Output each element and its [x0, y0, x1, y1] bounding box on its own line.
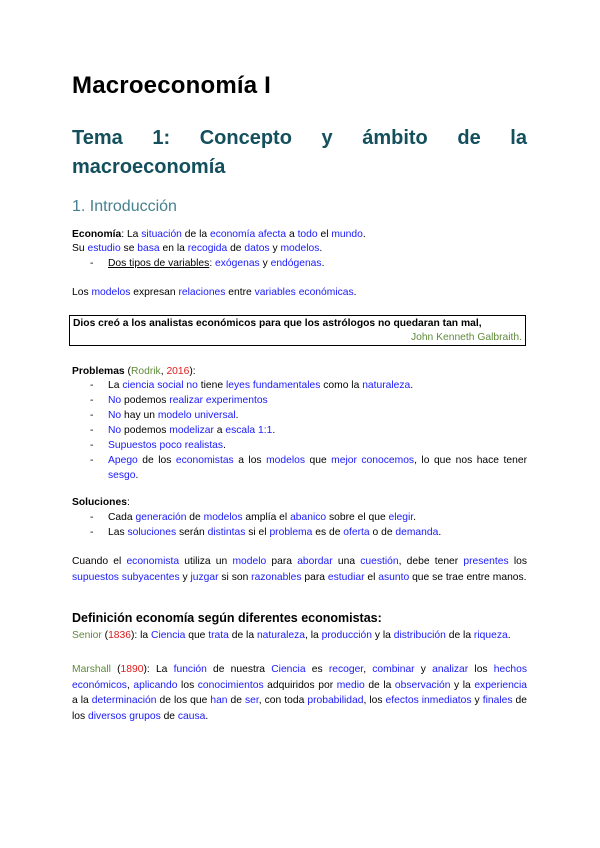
link-term[interactable]: trata [208, 630, 229, 641]
link-term[interactable]: basa [137, 243, 160, 254]
text: o de [369, 527, 396, 538]
quote-box [69, 315, 526, 346]
problemas-heading [72, 364, 196, 379]
link-term[interactable]: combinar [372, 664, 415, 675]
text: entre [225, 287, 255, 298]
tipos-list [72, 256, 324, 271]
link-term[interactable]: modelos [280, 243, 320, 254]
text: : La [121, 229, 142, 240]
link-term[interactable]: hechos económicos [72, 664, 527, 691]
text: ): [189, 366, 196, 377]
link-term[interactable]: han [210, 695, 228, 706]
link-term[interactable]: abordar [297, 556, 333, 567]
section-heading-introduccion: 1. Introducción [72, 198, 177, 215]
tema-word: Tema [72, 127, 123, 149]
link-term[interactable]: abanico [290, 512, 327, 523]
text: es de [312, 527, 344, 538]
text: de los [72, 695, 527, 722]
soluciones-heading [72, 495, 130, 510]
tema-word: la [510, 127, 527, 149]
link-term[interactable]: finales [482, 695, 513, 706]
text: ): La [143, 664, 174, 675]
citation-year: 2016 [166, 366, 190, 377]
tema-word: de [457, 127, 481, 149]
link-term[interactable]: analizar [432, 664, 469, 675]
text: de los [137, 455, 176, 466]
link-term[interactable]: economía afecta [209, 229, 287, 240]
link-term[interactable]: modelos [203, 512, 243, 523]
text: y [414, 664, 433, 675]
definicion-heading: Definición economía según diferentes economistas: [72, 611, 382, 625]
link-term[interactable]: mejor conocemos [331, 455, 415, 466]
link-term[interactable]: observación [394, 679, 451, 691]
modelos-line [72, 285, 357, 300]
text: . [507, 630, 511, 641]
text: los [177, 679, 198, 691]
economia-label: Economía [72, 229, 122, 240]
text: ): la [130, 630, 152, 641]
link-term[interactable]: relaciones [178, 287, 226, 298]
link-term[interactable]: realizar experimentos [169, 395, 268, 406]
text: y [269, 243, 281, 254]
text: . [272, 425, 276, 436]
link-term[interactable]: No [108, 395, 122, 406]
text: . [205, 710, 209, 722]
list-item [72, 378, 527, 393]
text: , con toda [258, 695, 308, 706]
link-term[interactable]: causa [177, 710, 206, 722]
link-term[interactable]: ser [245, 695, 259, 706]
text: y [179, 571, 191, 583]
link-term[interactable]: asunto [378, 571, 410, 583]
tipos-label: Dos tipos de variables [108, 258, 210, 269]
text: hay un [121, 410, 158, 421]
text: en la [159, 243, 188, 254]
link-term[interactable]: endógenas [270, 258, 322, 269]
text: , [160, 366, 167, 377]
link-term[interactable]: determinación [91, 695, 157, 706]
tema-word: ámbito [362, 127, 428, 149]
tema-word: 1: [152, 127, 171, 149]
text: : [209, 258, 216, 269]
text: . [135, 470, 139, 481]
text: La [108, 380, 123, 391]
text: , los [363, 695, 386, 706]
link-term[interactable]: soluciones [127, 527, 177, 538]
text: . [413, 512, 417, 523]
citation-year: 1890 [120, 664, 144, 675]
text: que [305, 455, 332, 466]
problemas-label: Problemas [72, 366, 125, 377]
link-term[interactable]: producción [321, 630, 373, 641]
text: para [266, 556, 298, 567]
text: , la [305, 630, 322, 641]
text: si son [218, 571, 252, 583]
link-term[interactable]: Supuestos poco realistas [108, 440, 224, 451]
text: , debe tener [398, 556, 464, 567]
text: de [227, 243, 245, 254]
text: para [301, 571, 328, 583]
soluciones-label: Soluciones [72, 497, 127, 508]
text: adquiridos por [263, 679, 337, 691]
link-term[interactable]: situación [141, 229, 182, 240]
senior-definition [72, 628, 527, 644]
link-term[interactable]: cuestión [360, 556, 399, 567]
list-item [72, 423, 527, 438]
estudio-line [72, 241, 322, 256]
text: , [126, 679, 134, 691]
tema-line2: macroeconomía [72, 156, 226, 178]
text: de [186, 512, 204, 523]
text: de los que [156, 695, 211, 706]
quote-text: Dios creó a los analistas económicos para que los astrólogos no quedaran tan mal, [73, 318, 482, 329]
text: de la [228, 630, 257, 641]
link-term[interactable]: problema [269, 527, 313, 538]
link-term[interactable]: demanda [395, 527, 439, 538]
text: se [120, 243, 138, 254]
text: podemos [121, 395, 170, 406]
text: que [185, 630, 209, 641]
soluciones-list [72, 510, 441, 540]
text: los [468, 664, 494, 675]
tema-word: Concepto [199, 127, 292, 149]
text: . [319, 243, 323, 254]
text: Las [108, 527, 128, 538]
link-term[interactable]: Apego [108, 455, 138, 466]
text: . [410, 380, 414, 391]
link-term[interactable]: conocimientos [197, 679, 264, 691]
text: serán [176, 527, 208, 538]
list-item [72, 256, 324, 271]
list-item [72, 525, 441, 540]
link-term[interactable]: estudio [87, 243, 121, 254]
text: de [227, 695, 246, 706]
link-term[interactable]: recogida [187, 243, 228, 254]
tema-heading [72, 124, 527, 182]
quote-author: John Kenneth Galbraith. [410, 332, 522, 343]
link-term[interactable]: efectos inmediatos [385, 695, 472, 706]
text: podemos [121, 425, 170, 436]
link-term[interactable]: juzgar [190, 571, 219, 583]
link-term[interactable]: economistas [175, 455, 234, 466]
link-term[interactable]: datos [244, 243, 270, 254]
link-term[interactable]: aplicando [133, 679, 178, 691]
link-term[interactable]: naturaleza [362, 380, 411, 391]
link-term[interactable]: modelo universal [157, 410, 236, 421]
link-term[interactable]: economista [126, 556, 180, 567]
list-item [72, 408, 527, 423]
citation-author: Rodrik [130, 366, 161, 377]
text: si el [245, 527, 270, 538]
text: Su [72, 243, 88, 254]
link-term[interactable]: probabilidad [307, 695, 364, 706]
link-term[interactable]: experiencia [474, 679, 527, 691]
text: a [286, 229, 298, 240]
text: Cuando el [72, 556, 127, 567]
link-term[interactable]: modelizar [169, 425, 214, 436]
text: , lo que nos hace tener [414, 455, 528, 466]
text: de la [445, 630, 474, 641]
text: los [508, 556, 527, 567]
text: expresan [130, 287, 179, 298]
link-term[interactable]: estudiar [327, 571, 365, 583]
link-term[interactable]: medio [336, 679, 365, 691]
text: y [259, 258, 271, 269]
link-term[interactable]: función [173, 664, 207, 675]
text: el [364, 571, 379, 583]
link-term[interactable]: sesgo [108, 470, 136, 481]
text: . [362, 229, 366, 240]
text: y la [372, 630, 394, 641]
text: utiliza un [179, 556, 233, 567]
text: de nuestra [206, 664, 272, 675]
cuando-paragraph [72, 554, 527, 585]
text: . [223, 440, 226, 451]
text: amplía el [242, 512, 291, 523]
text: a [213, 425, 226, 436]
text: : [126, 497, 130, 508]
text: y [471, 695, 483, 706]
link-term[interactable]: escala 1:1 [225, 425, 273, 436]
link-term[interactable]: modelos [266, 455, 305, 466]
text: es [305, 664, 329, 675]
link-term[interactable]: razonables [251, 571, 302, 583]
text: una [332, 556, 361, 567]
text: de la [181, 229, 210, 240]
link-term[interactable]: No [108, 410, 122, 421]
text: a los [233, 455, 267, 466]
link-term[interactable]: exógenas [215, 258, 260, 269]
link-term[interactable]: distintas [207, 527, 246, 538]
text: de la [364, 679, 395, 691]
link-term[interactable]: Ciencia [271, 664, 306, 675]
text: sobre el que [326, 512, 389, 523]
link-term[interactable]: riqueza [473, 630, 508, 641]
tema-word: y [321, 127, 333, 149]
link-term[interactable]: presentes [463, 556, 509, 567]
link-term[interactable]: variables económicas [254, 287, 354, 298]
link-term[interactable]: mundo [331, 229, 363, 240]
link-term[interactable]: modelo [232, 556, 267, 567]
text: como la [320, 380, 363, 391]
text: , [363, 664, 373, 675]
link-term[interactable]: recoger [328, 664, 364, 675]
text: ( [101, 630, 109, 641]
link-term[interactable]: distribución [393, 630, 446, 641]
list-item [72, 393, 527, 408]
text: . [353, 287, 357, 298]
link-term[interactable]: leyes fundamentales [225, 380, 321, 391]
text: . [235, 410, 239, 421]
text: que se trae entre manos. [409, 571, 527, 583]
document-title: Macroeconomía I [72, 72, 272, 99]
text: . [321, 258, 325, 269]
economia-definition [72, 227, 366, 242]
text: a la [72, 695, 92, 706]
text: ( [124, 366, 131, 377]
list-item [72, 438, 527, 453]
text: de [160, 710, 178, 722]
list-item [72, 453, 527, 483]
marshall-definition [72, 662, 527, 724]
text: y la [450, 679, 475, 691]
link-term[interactable]: supuestos subyacentes [72, 571, 180, 583]
text: Los [72, 287, 92, 298]
link-term[interactable]: No [108, 425, 122, 436]
link-term[interactable]: generación [135, 512, 187, 523]
link-term[interactable]: Ciencia [151, 630, 186, 641]
link-term[interactable]: diversos grupos [88, 710, 161, 722]
link-term[interactable]: elegir [388, 512, 414, 523]
problemas-list [72, 378, 527, 483]
text: Cada [108, 512, 136, 523]
text: . [438, 527, 442, 538]
economist-name: Marshall [72, 664, 111, 675]
link-term[interactable]: naturaleza [256, 630, 306, 641]
text: ( [110, 664, 121, 675]
text: tiene [197, 380, 226, 391]
text: el [317, 229, 332, 240]
link-term[interactable]: ciencia social no [122, 380, 198, 391]
link-term[interactable]: todo [297, 229, 318, 240]
list-item [72, 510, 441, 525]
citation-year: 1836 [108, 630, 131, 641]
link-term[interactable]: modelos [91, 287, 131, 298]
link-term[interactable]: oferta [343, 527, 370, 538]
economist-name: Senior [72, 630, 102, 641]
